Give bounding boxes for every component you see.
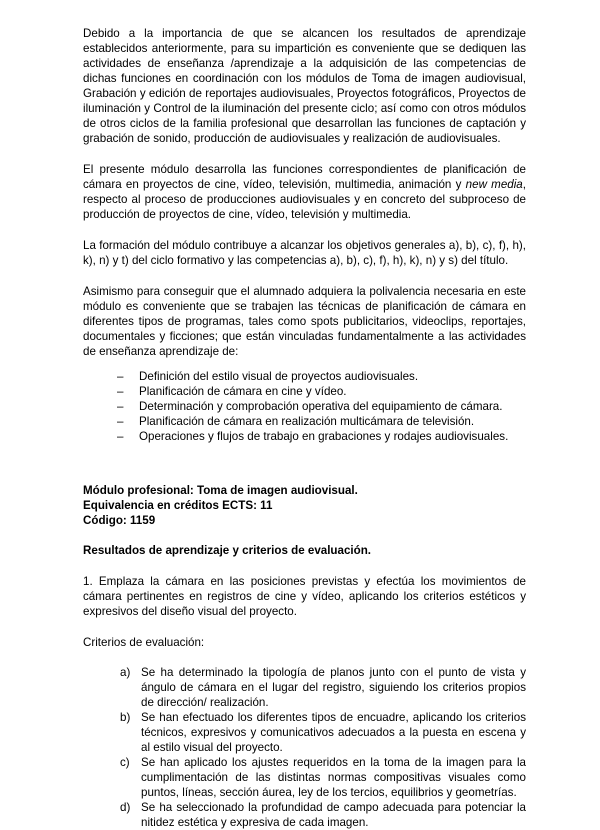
criteria-letter: c) (120, 756, 130, 769)
objectives-paragraph: La formación del módulo contribuye a alcanzar los objetivos generales a), b), c), f), h), k), n) y t) del ciclo formativo y las competencias a), b), c), f), h), k), n) y s) del título. (83, 239, 526, 267)
dash-bullet: – (117, 415, 124, 428)
criteria-title: Criterios de evaluación: (83, 636, 205, 649)
learning-result-1: 1. Emplaza la cámara en las posiciones previstas y efectúa los movimientos de cámara pertinentes en registros de cine y vídeo, aplicando los criterios estéticos y expresivos del diseño visual del proyecto. (83, 575, 526, 618)
dash-bullet: – (117, 400, 124, 413)
criteria-letter: b) (120, 711, 131, 724)
criteria-item (83, 755, 526, 800)
module-code: Código: 1159 (83, 514, 156, 527)
list-item (83, 369, 526, 384)
list-item (83, 429, 526, 444)
list-item-text: Operaciones y flujos de trabajo en grabaciones y rodajes audiovisuales. (139, 430, 509, 443)
module-credits: Equivalencia en créditos ECTS: 11 (83, 499, 273, 512)
module-header (83, 483, 526, 528)
new-media-term: new media (465, 178, 523, 191)
list-item (83, 399, 526, 414)
criteria-letter: a) (120, 666, 131, 679)
list-item-text: Planificación de cámara en cine y vídeo. (139, 385, 347, 398)
intro-paragraph: Debido a la importancia de que se alcancen los resultados de aprendizaje establecidos anteriormente, para su impartición es conveniente que se dediquen las actividades de enseñanza /aprendizaje a la adquisición de las competencias de dichas funciones en coordinación con los módulos de Toma de imagen audiovisual, Grabación y edición de reportajes audiovisuales, Proyectos fotográficos, Proyectos de iluminación y Control de la iluminación del presente ciclo; así como con otros módulos de otros ciclos de la familia profesional que desarrollan las funciones de captación y grabación de sonido, producción de audiovisuales y realización de audiovisuales. (83, 27, 526, 145)
module-description-paragraph (83, 162, 526, 222)
results-section-title: Resultados de aprendizaje y criterios de evaluación. (83, 544, 372, 557)
list-item (83, 414, 526, 429)
criteria-text: Se ha seleccionado la profundidad de campo adecuada para potenciar la nitidez estética y expresiva de cada imagen. (141, 801, 526, 829)
criteria-letter: d) (120, 801, 131, 814)
dash-bullet: – (117, 430, 124, 443)
criteria-list (83, 665, 526, 830)
criteria-item (83, 665, 526, 710)
criteria-text: Se han efectuado los diferentes tipos de encuadre, aplicando los criterios técnicos, expresivos y comunicativos adecuados a la puesta en escena y al estilo visual del proyecto. (141, 711, 526, 754)
page-content (83, 26, 526, 830)
list-item-text: Determinación y comprobación operativa del equipamiento de cámara. (139, 400, 503, 413)
list-item-text: Planificación de cámara en realización multicámara de televisión. (139, 415, 475, 428)
list-item-text: Definición del estilo visual de proyectos audiovisuales. (139, 370, 419, 383)
dash-bullet: – (117, 370, 124, 383)
module-name: Módulo profesional: Toma de imagen audiovisual. (83, 484, 358, 497)
module-description-start: El presente módulo desarrolla las funciones correspondientes de planificación de cámara en proyectos de cine, vídeo, televisión, multimedia, animación y (83, 163, 526, 191)
criteria-text: Se han aplicado los ajustes requeridos en la toma de la imagen para la cumplimentación de las distintas normas compositivas visuales como puntos, líneas, sección áurea, ley de los tercios, equilibrios y geometrías. (141, 756, 526, 799)
polyvalence-paragraph: Asimismo para conseguir que el alumnado adquiera la polivalencia necesaria en este módulo es conveniente que se trabajen las técnicas de planificación de cámara en diferentes tipos de programas, tales como spots publicitarios, videoclips, reportajes, documentales y ficciones; que están vinculadas fundamentalmente a las actividades de enseñanza aprendizaje de: (83, 285, 526, 358)
activities-list (83, 369, 526, 444)
criteria-text: Se ha determinado la tipología de planos junto con el punto de vista y ángulo de cámara en el lugar del registro, siguiendo los criterios propios de dirección/ realización. (141, 666, 526, 709)
criteria-item (83, 710, 526, 755)
dash-bullet: – (117, 385, 124, 398)
list-item (83, 384, 526, 399)
criteria-item (83, 800, 526, 830)
module-description-end: , respecto al proceso de producciones audiovisuales y en concreto del subproceso de producción de proyectos de cine, vídeo, televisión y multimedia. (83, 178, 526, 221)
